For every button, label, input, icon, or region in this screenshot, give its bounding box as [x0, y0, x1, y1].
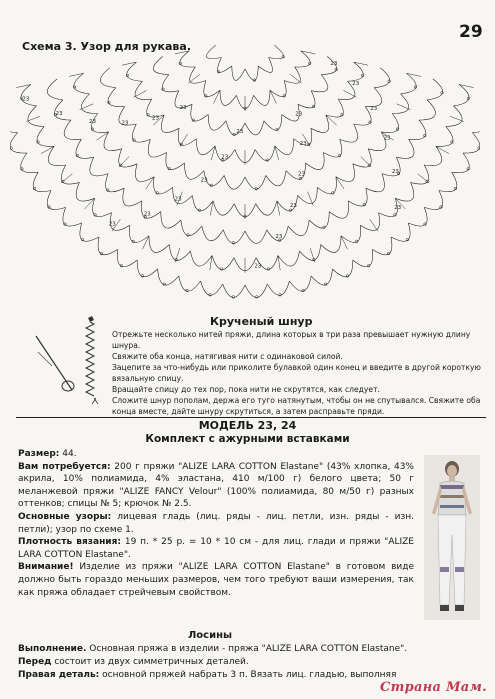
diagram-row-label: 23: [174, 196, 182, 203]
model-photo: [424, 455, 480, 620]
crochet-fan-diagram: [10, 44, 480, 314]
cord-paragraph: Вращайте спицу до тех пор, пока нити не скрутятся, как следует.: [112, 385, 380, 394]
diagram-row-label: 23: [383, 135, 391, 142]
diagram-row-label: 23: [236, 129, 244, 135]
set-title: Комплект с ажурными вставками: [145, 433, 350, 445]
scheme-title: Схема 3. Узор для рукава.: [22, 40, 191, 53]
diagram-row-label: 23: [22, 96, 30, 103]
model-description: [18, 448, 414, 599]
materials-text: 200 г пряжи "ALIZE LARA COTTON Elastane" (43% хлопка, 43% акрила, 10% полиамида, 4% эластана, 410 м/100 г) белого цвета; 50 г меланжевой пряжи "ALIZE FANCY Velour" (100% полиамида, 80 м/50 г) разных оттенков; спицы № 5; крючок № 2.5.: [18, 461, 414, 510]
cord-instructions: [112, 329, 482, 417]
diagram-row-label: 23: [200, 177, 208, 184]
diagram-row-label: 23: [299, 140, 307, 147]
materials-paragraph: [18, 461, 414, 511]
attention-text: Изделие из пряжи "ALIZE LARA COTTON Elastane" в готовом виде должно быть гораздо меньших размеров, чем того требуют ваши измерения, так как пряжа обладает стрейчевым свойством.: [18, 562, 414, 598]
diagram-row-label: 23: [89, 118, 96, 125]
size-label: Размер:: [18, 449, 60, 459]
diagram-row-label: 23: [152, 115, 159, 122]
cord-paragraph: Свяжите оба конца, натягивая нити с одинаковой силой.: [112, 352, 343, 361]
attention-label: Внимание!: [18, 562, 74, 573]
diagram-row-label: 23: [143, 211, 151, 218]
execution-paragraph: [18, 643, 478, 656]
diagram-row-label: 23: [295, 111, 303, 118]
diagram-row-label: 23: [55, 111, 63, 118]
attention-paragraph: [18, 561, 414, 599]
diagram-row-label: 23: [394, 205, 402, 212]
size-value: 44.: [62, 449, 77, 459]
front-label: Перед: [18, 656, 52, 667]
page-number: 29: [459, 22, 483, 42]
site-watermark: Страна Мам.: [379, 680, 487, 695]
right-part-label: Правая деталь:: [18, 669, 100, 680]
diagram-row-label: 23: [352, 81, 360, 88]
gauge-text: 19 п. * 25 р. = 10 * 10 см - для лиц. глади и пряжи "ALIZE LARA COTTON Elastane".: [18, 537, 414, 560]
diagram-row-label: 23: [391, 168, 399, 175]
diagram-row-label: 23: [221, 154, 229, 161]
cord-paragraph: Сложите шнур пополам, держа его туго натянутым, чтобы он не спутывался. Свяжите оба конца вместе, дайте шнуру скрутиться, а затем расправьте пряди.: [112, 396, 481, 416]
patterns-paragraph: [18, 511, 414, 536]
materials-label: Вам потребуется:: [18, 461, 111, 472]
model-title: МОДЕЛЬ 23, 24: [198, 419, 297, 432]
right-part-text: основной пряжей набрать 3 п. Вязать лиц. гладью, выполняя: [102, 669, 397, 680]
cord-paragraph: Зацепите за что-нибудь или приколите булавкой один конец и введите в другой короткую вязальную спицу.: [112, 363, 481, 383]
diagram-row-label: 23: [275, 234, 283, 241]
front-paragraph: [18, 656, 478, 669]
gauge-paragraph: [18, 536, 414, 561]
diagram-row-label: 23: [108, 221, 116, 228]
gauge-label: Плотность вязания:: [18, 537, 121, 548]
patterns-text: лицевая гладь (лиц. ряды - лиц. петли, изн. ряды - изн. петли); узор по схеме 1.: [18, 511, 414, 535]
diagram-row-label: 23: [179, 105, 187, 112]
diagram-row-label: 23: [289, 203, 297, 210]
section-divider: [16, 417, 486, 418]
size-line: [18, 448, 414, 461]
diagram-row-label: 23: [330, 61, 338, 68]
diagram-row-label: 23: [298, 171, 305, 178]
cord-section-title: Крученый шнур: [210, 315, 313, 328]
diagram-row-label: 23: [121, 120, 129, 127]
execution-text: Основная пряжа в изделии - пряжа "ALIZE LARA COTTON Elastane".: [89, 644, 408, 654]
execution-label: Выполнение.: [18, 644, 87, 654]
cord-paragraph: Отрежьте несколько нитей пряжи, длина которых в три раза превышает нужную длину шнура.: [112, 330, 471, 350]
front-text: состоит из двух симметричных деталей.: [54, 656, 249, 667]
diagram-row-label: 23: [370, 106, 378, 113]
leggings-instructions: [18, 643, 478, 681]
leggings-title: Лосины: [187, 630, 233, 641]
twisted-cord-illustration: [28, 314, 108, 406]
watermark-text: Страна Мам: [379, 680, 483, 695]
diagram-row-label: 23: [254, 263, 262, 270]
patterns-label: Основные узоры:: [18, 511, 112, 522]
